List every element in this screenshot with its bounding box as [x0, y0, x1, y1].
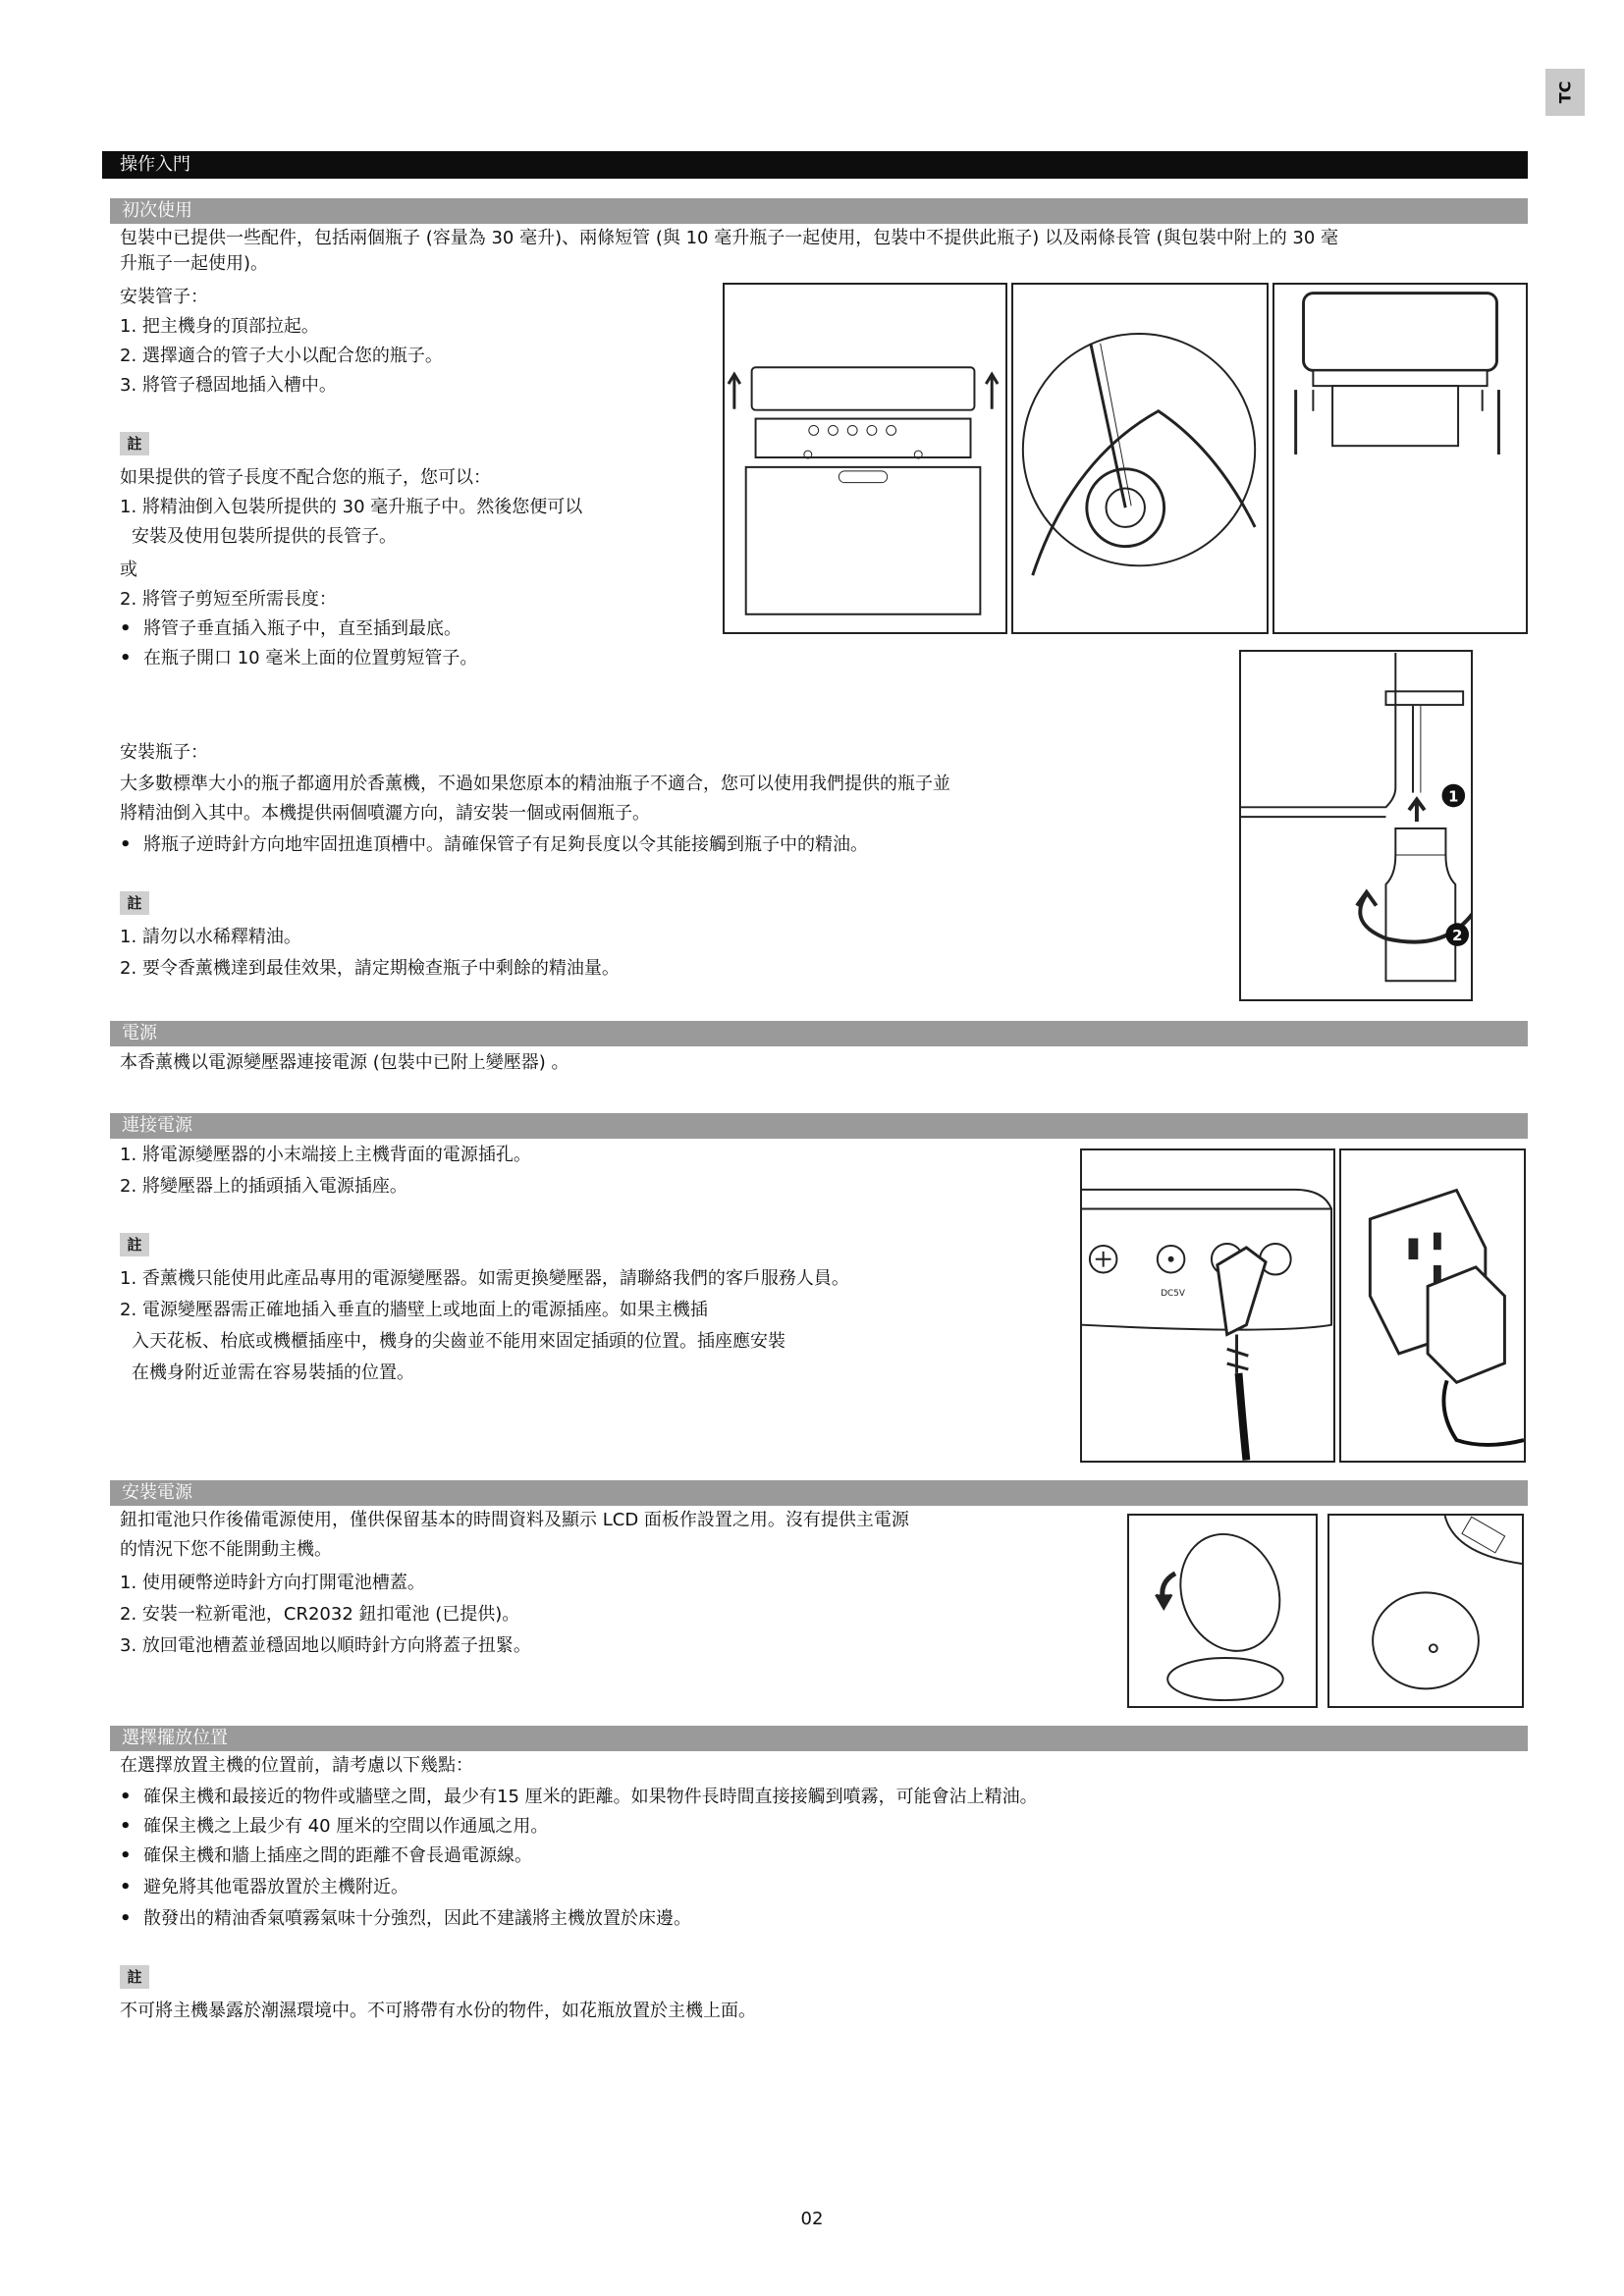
connect-note-3: 入天花板、枱底或機櫃插座中，機身的尖齒並不能用來固定插頭的位置。插座應安裝 — [132, 1331, 785, 1352]
note-tag-4: 註 — [120, 1965, 149, 1989]
placement-bullet-2: • 確保主機之上最少有 40 厘米的空間以作通風之用。 — [120, 1812, 548, 1842]
unit-lid-figure — [723, 283, 1007, 634]
battery-step-1: 1. 使用硬幣逆時針方向打開電池槽蓋。 — [120, 1573, 425, 1593]
note-1-line-1: 如果提供的管子長度不配合您的瓶子，您可以： — [120, 467, 491, 488]
note-1-line-3: 安裝及使用包裝所提供的長管子。 — [132, 526, 397, 547]
tube-insert-illustration — [1013, 285, 1267, 632]
placement-bullet-3: • 確保主機和牆上插座之間的距離不會長過電源線。 — [120, 1842, 532, 1871]
section-header: 操作入門 — [102, 151, 1528, 179]
connect-step-1: 1. 將電源變壓器的小末端接上主機背面的電源插孔。 — [120, 1145, 531, 1165]
tube-step-1: 1. 把主機身的頂部拉起。 — [120, 316, 319, 337]
battery-line-1: 鈕扣電池只作後備電源使用，僅供保留基本的時間資料及顯示 LCD 面板作設置之用。沒有提供主電源 — [120, 1510, 909, 1530]
dc-label: DC5V — [1161, 1289, 1185, 1300]
placement-header: 選擇擺放位置 — [110, 1726, 1528, 1751]
power-text: 本香薰機以電源變壓器連接電源 (包裝中已附上變壓器) 。 — [120, 1052, 569, 1073]
bottle-install-figure — [1239, 650, 1473, 1001]
tube-step-2: 2. 選擇適合的管子大小以配合您的瓶子。 — [120, 346, 443, 366]
battery-header: 安裝電源 — [110, 1480, 1528, 1506]
wall-socket-figure — [1339, 1148, 1526, 1463]
language-tab: TC — [1545, 69, 1585, 116]
first-use-intro-1: 包裝中已提供一些配件，包括兩個瓶子 (容量為 30 毫升)、兩條短管 (與 10 毫升瓶子一起使用，包裝中不提供此瓶子) 以及兩條長管 (與包裝中附上的 30 毫 — [120, 228, 1339, 248]
placement-intro: 在選擇放置主機的位置前，請考慮以下幾點： — [120, 1755, 473, 1776]
note-2-line-1: 1. 請勿以水稀釋精油。 — [120, 927, 301, 947]
first-use-header: 初次使用 — [110, 198, 1528, 224]
battery-open-illustration — [1129, 1516, 1316, 1706]
tube-step-3: 3. 將管子穩固地插入槽中。 — [120, 375, 337, 396]
unit-lid-illustration — [725, 285, 1005, 632]
note-tag-3: 註 — [120, 1233, 149, 1256]
note-tag-2: 註 — [120, 891, 149, 915]
connect-header: 連接電源 — [110, 1113, 1528, 1139]
note-1-line-4: 或 — [120, 560, 137, 580]
bottle-title: 安裝瓶子： — [120, 742, 208, 763]
lid-tubes-illustration — [1274, 285, 1526, 632]
note-1-line-5: 2. 將管子剪短至所需長度： — [120, 589, 337, 610]
connect-note-1: 1. 香薰機只能使用此產品專用的電源變壓器。如需更換變壓器，請聯絡我們的客戶服務人員。 — [120, 1268, 849, 1289]
connect-note-2: 2. 電源變壓器需正確地插入垂直的牆壁上或地面上的電源插座。如果主機插 — [120, 1300, 708, 1320]
placement-bullet-1: • 確保主機和最接近的物件或牆壁之間，最少有15 厘米的距離。如果物件長時間直接接觸到噴霧，可能會沾上精油。 — [120, 1783, 1038, 1812]
battery-open-figure — [1127, 1514, 1318, 1708]
connect-note-4: 在機身附近並需在容易裝插的位置。 — [132, 1362, 414, 1383]
placement-note: 不可將主機暴露於潮濕環境中。不可將帶有水份的物件，如花瓶放置於主機上面。 — [120, 2001, 756, 2021]
lid-tubes-figure — [1272, 283, 1528, 634]
wall-socket-illustration — [1341, 1150, 1524, 1461]
svg-text:2: 2 — [1452, 928, 1463, 944]
bottle-bullet: • 將瓶子逆時針方向地牢固扭進頂槽中。請確保管子有足夠長度以令其能接觸到瓶子中的精油。 — [120, 830, 868, 860]
battery-step-3: 3. 放回電池槽蓋並穩固地以順時針方向將蓋子扭緊。 — [120, 1635, 531, 1656]
power-header: 電源 — [110, 1021, 1528, 1046]
note-1-line-2: 1. 將精油倒入包裝所提供的 30 毫升瓶子中。然後您便可以 — [120, 497, 583, 517]
bottle-install-illustration — [1241, 652, 1471, 999]
svg-text:1: 1 — [1448, 788, 1459, 806]
tube-title: 安裝管子： — [120, 287, 208, 307]
battery-step-2: 2. 安裝一粒新電池，CR2032 鈕扣電池 (已提供)。 — [120, 1604, 520, 1625]
tube-insert-figure — [1011, 283, 1269, 634]
bottle-line-1: 大多數標準大小的瓶子都適用於香薰機，不過如果您原本的精油瓶子不適合，您可以使用我們提供的瓶子並 — [120, 774, 950, 794]
page-number: 02 — [800, 2209, 824, 2229]
power-jack-illustration — [1082, 1150, 1333, 1461]
note-2-line-2: 2. 要令香薰機達到最佳效果，請定期檢查瓶子中剩餘的精油量。 — [120, 958, 620, 979]
first-use-intro-2: 升瓶子一起使用)。 — [120, 253, 269, 274]
battery-line-2: 的情況下您不能開動主機。 — [120, 1539, 332, 1560]
note-1-bullet-2: • 在瓶子開口 10 毫米上面的位置剪短管子。 — [120, 644, 477, 673]
power-jack-figure — [1080, 1148, 1335, 1463]
placement-bullet-4: • 避免將其他電器放置於主機附近。 — [120, 1873, 408, 1902]
bottle-line-2: 將精油倒入其中。本機提供兩個噴灑方向，請安裝一個或兩個瓶子。 — [120, 803, 650, 824]
note-1-bullet-1: • 將管子垂直插入瓶子中，直至插到最底。 — [120, 614, 461, 644]
placement-bullet-5: • 散發出的精油香氣噴霧氣味十分強烈，因此不建議將主機放置於床邊。 — [120, 1904, 691, 1934]
connect-step-2: 2. 將變壓器上的插頭插入電源插座。 — [120, 1176, 407, 1197]
battery-closed-illustration — [1329, 1516, 1522, 1706]
battery-closed-figure — [1327, 1514, 1524, 1708]
note-tag-1: 註 — [120, 432, 149, 455]
